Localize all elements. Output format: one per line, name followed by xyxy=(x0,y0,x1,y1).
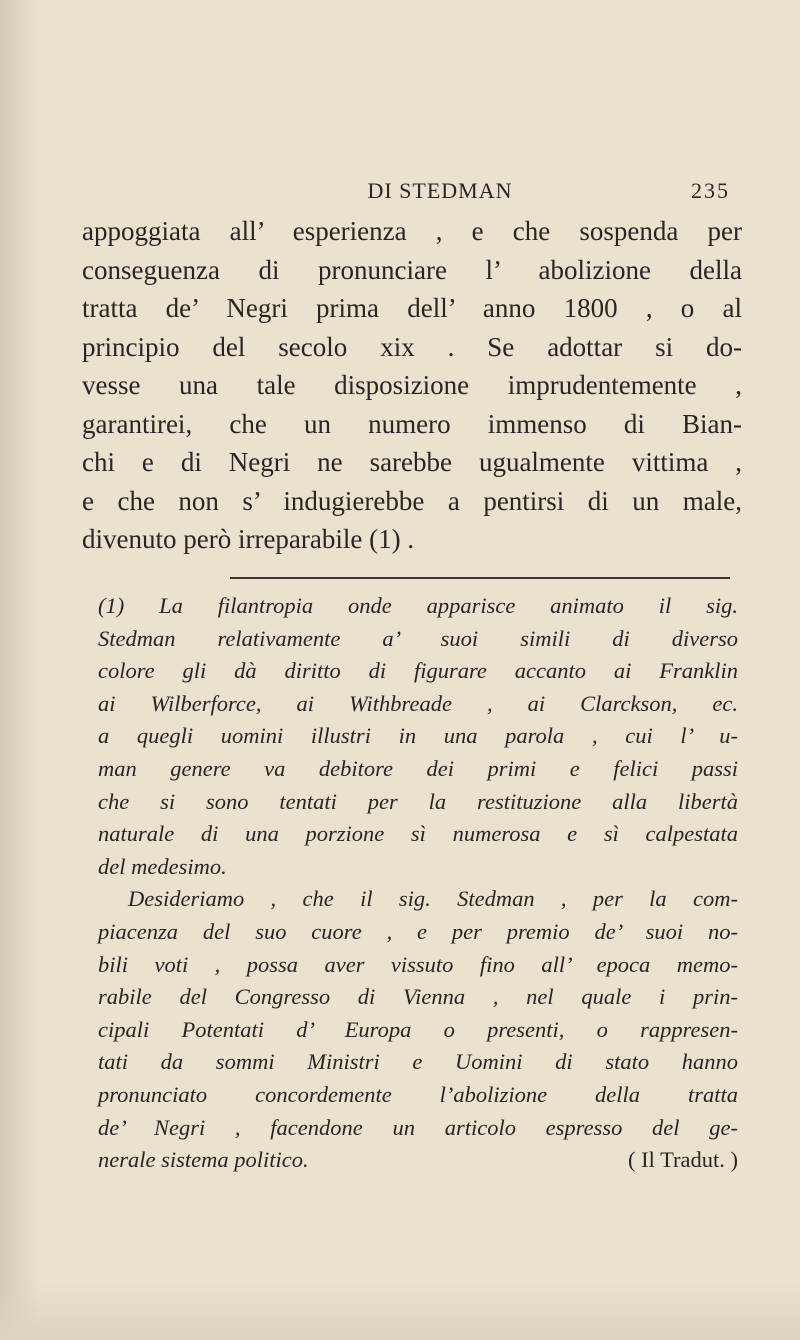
body-line: garantirei, che un numero immenso di Bian- xyxy=(82,408,742,439)
body-line: e che non s’ indugierebbe a pentirsi di un male, xyxy=(82,485,742,516)
body-line: conseguenza di pronunciare l’ abolizione della xyxy=(82,254,742,285)
footnote-line: tati da sommi Ministri e Uomini di stato hanno xyxy=(98,1049,738,1075)
footnote-line: del medesimo. xyxy=(98,853,227,879)
footnote-line: (1) La filantropia onde apparisce animato il sig. xyxy=(98,593,738,618)
body-line: chi e di Negri ne sarebbe ugualmente vittima , xyxy=(82,447,742,477)
page-number: 235 xyxy=(691,178,730,203)
footnote xyxy=(98,590,738,1177)
footnote-line: cipali Potentati d’ Europa o presenti, o rappresen- xyxy=(98,1016,738,1042)
body-text xyxy=(82,212,742,559)
body-line: appoggiata all’ esperienza , e che sospenda per xyxy=(82,216,742,246)
footnote-line: nerale sistema politico. xyxy=(98,1147,309,1173)
footnote-line-signed xyxy=(98,1144,738,1177)
footnote-line: naturale di una porzione sì numerosa e sì calpestata xyxy=(98,821,738,847)
body-line: divenuto però irreparabile (1) . xyxy=(82,524,415,554)
body-line: tratta de’ Negri prima dell’ anno 1800 , o al xyxy=(82,293,742,323)
footnote-line: colore gli dà diritto di figurare accanto ai Franklin xyxy=(98,658,738,684)
footnote-line: Stedman relativamente a’ suoi simili di diverso xyxy=(98,625,738,651)
footnote-line: piacenza del suo cuore , e per premio de’ suoi no- xyxy=(98,918,738,944)
running-head: DI STEDMAN xyxy=(367,178,513,203)
footnote-line: bili voti , possa aver vissuto fino all’ epoca memo- xyxy=(98,951,738,977)
body-line: vesse una tale disposizione imprudentemente , xyxy=(82,370,742,400)
footnote-line: rabile del Congresso di Vienna , nel quale i prin- xyxy=(98,984,738,1010)
footnote-line: man genere va debitore dei primi e felici passi xyxy=(98,755,738,781)
body-line: principio del secolo xix . Se adottar si do- xyxy=(82,331,742,362)
footnote-divider xyxy=(230,577,730,579)
footnote-line: pronunciato concordemente l’abolizione della tratta xyxy=(98,1081,738,1107)
footnote-line: a quegli uomini illustri in una parola , cui l’ u- xyxy=(98,723,738,749)
footnote-line: ai Wilberforce, ai Withbreade , ai Clarckson, ec. xyxy=(98,690,738,716)
footnote-line: Desideriamo , che il sig. Stedman , per la com- xyxy=(128,886,738,912)
translator-note: ( Il Tradut. ) xyxy=(627,1147,738,1173)
page-bottom-shadow xyxy=(0,1280,800,1340)
footnote-line: de’ Negri , facendone un articolo espresso del ge- xyxy=(98,1114,738,1140)
page-edge-shadow xyxy=(0,0,40,1340)
footnote-line: che si sono tentati per la restituzione alla libertà xyxy=(98,788,738,814)
page-header xyxy=(150,174,730,208)
